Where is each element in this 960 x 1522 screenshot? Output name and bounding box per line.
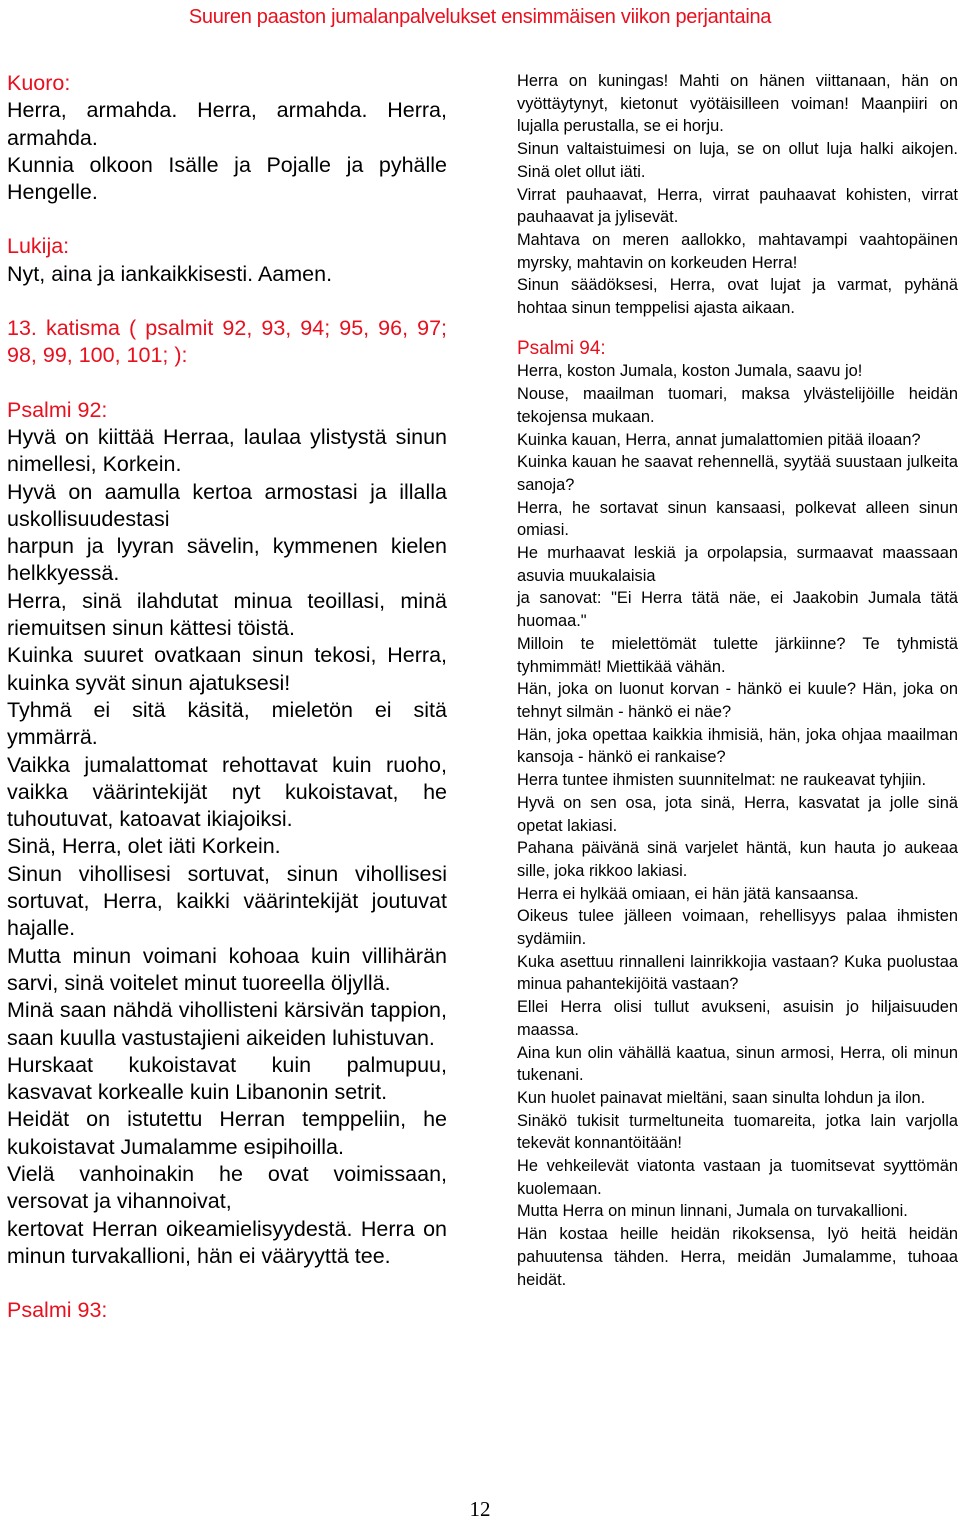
kuoro-line: Kunnia olkoon Isälle ja Pojalle ja pyhälle Hengelle. bbox=[7, 152, 447, 205]
psalm-verse: Mutta Herra on minun linnani, Jumala on turvakallioni. bbox=[517, 1202, 908, 1221]
psalm-94-heading: Psalmi 94: bbox=[517, 337, 606, 359]
psalm-verse: Aina kun olin vähällä kaatua, sinun armosi, Herra, oli minun tukenani. bbox=[517, 1043, 958, 1085]
psalm-verse: Sinä, Herra, olet iäti Korkein. bbox=[7, 834, 281, 859]
psalm-verse: Oikeus tulee jälleen voimaan, rehellisyys palaa ihmisten sydämiin. bbox=[517, 907, 958, 949]
psalm-verse: Minä saan nähdä vihollisteni kärsivän tappion, saan kuulla vastustajieni aikeiden luhistuvan. bbox=[7, 998, 447, 1050]
katisma-heading: 13. katisma ( psalmit 92, 93, 94; 95, 96, 97; 98, 99, 100, 101; ): bbox=[7, 316, 447, 368]
psalm-verse: Kun huolet painavat mieltäni, saan sinulta lohdun ja ilon. bbox=[517, 1088, 926, 1107]
kuoro-line: Herra, armahda. Herra, armahda. Herra, armahda. bbox=[7, 98, 447, 150]
page-header-title: Suuren paaston jumalanpalvelukset ensimmäisen viikon perjantaina bbox=[188, 6, 772, 28]
psalm-verse: Sinun säädöksesi, Herra, ovat lujat ja varmat, pyhänä hohtaa sinun temppelisi ajasta aikaan. bbox=[517, 276, 958, 318]
lukija-label: Lukija: bbox=[7, 234, 70, 259]
psalm-verse: Kuinka kauan, Herra, annat jumalattomien pitää iloaan? bbox=[517, 430, 921, 449]
psalm-verse: Ellei Herra olisi tullut avukseni, asuisin jo hiljaisuuden maassa. bbox=[517, 998, 958, 1039]
kuoro-label: Kuoro: bbox=[7, 71, 71, 95]
psalm-verse: Sinäkö tukisit turmeltuneita tuomareita, jotka lain varjolla tekevät konnantöitään! bbox=[517, 1111, 958, 1153]
psalm-verse: ja sanovat: "Ei Herra tätä näe, ei Jaakobin Jumala tätä huomaa." bbox=[517, 589, 958, 631]
psalm-verse: Heidät on istutettu Herran temppeliin, he kukoistavat Jumalamme esipihoilla. bbox=[7, 1107, 447, 1159]
psalm-verse: Vielä vanhoinakin he ovat voimissaan, versovat ja vihannoivat, bbox=[7, 1161, 447, 1214]
page-number: 12 bbox=[469, 1497, 491, 1521]
psalm-verse: Sinun vihollisesi sortuvat, sinun vihollisesi sortuvat, Herra, kaikki väärintekijät joutuvat hajalle. bbox=[7, 861, 447, 941]
lukija-line: Nyt, aina ja iankaikkisesti. Aamen. bbox=[7, 261, 333, 286]
psalm-verse: harpun ja lyyran sävelin, kymmenen kielen helkkyessä. bbox=[7, 534, 447, 586]
right-column bbox=[517, 70, 958, 1291]
psalm-verse: Tyhmä ei sitä käsitä, mieletön ei sitä ymmärrä. bbox=[7, 697, 447, 750]
psalm-verse: Kuinka suuret ovatkaan sinun tekosi, Herra, kuinka syvät sinun ajatuksesi! bbox=[7, 643, 447, 695]
psalm-verse: Hän, joka opettaa kaikkia ihmisiä, hän, joka ohjaa maailman kansoja - hänkö ei rankaise? bbox=[517, 725, 958, 767]
psalm-verse: Mutta minun voimani kohoaa kuin villihärän sarvi, sinä voitelet minut tuoreella öljyllä. bbox=[7, 943, 447, 995]
psalm-verse: Hyvä on sen osa, jota sinä, Herra, kasvatat ja jolle sinä opetat lakiasi. bbox=[517, 793, 958, 835]
psalm-verse: Herra ei hylkää omiaan, ei hän jätä kansaansa. bbox=[517, 884, 859, 903]
psalm-verse: kertovat Herran oikeamielisyydestä. Herra on minun turvakallioni, hän ei vääryyttä tee. bbox=[7, 1216, 447, 1268]
psalm-verse: Herra, koston Jumala, koston Jumala, saavu jo! bbox=[517, 362, 863, 381]
psalm-verse: Herra, he sortavat sinun kansaasi, polkevat alleen sinun omiasi. bbox=[517, 498, 958, 540]
left-column bbox=[7, 70, 447, 1324]
psalm-verse: Sinun valtaistuimesi on luja, se on ollut luja halki aikojen. Sinä olet ollut iäti. bbox=[517, 140, 958, 181]
psalm-93-heading: Psalmi 93: bbox=[7, 1298, 108, 1323]
psalm-verse: Vaikka jumalattomat rehottavat kuin ruoho, vaikka väärintekijät nyt kukoistavat, he tuhoutuvat, katoavat ikiajoiksi. bbox=[7, 752, 447, 832]
psalm-verse: Herra, sinä ilahdutat minua teoillasi, minä riemuitsen sinun kättesi töistä. bbox=[7, 588, 447, 641]
psalm-verse: Virrat pauhaavat, Herra, virrat pauhaavat kohisten, virrat pauhaavat ja jylisevät. bbox=[517, 185, 958, 227]
psalm-verse: Hurskaat kukoistavat kuin palmupuu, kasvavat korkealle kuin Libanonin setrit. bbox=[7, 1052, 447, 1105]
psalm-verse: He murhaavat leskiä ja orpolapsia, surmaavat maassaan asuvia muukalaisia bbox=[517, 544, 958, 585]
psalm-verse: Milloin te mielettömät tulette järkiinne? Te tyhmistä tyhmimmät! Miettikää vähän. bbox=[517, 634, 958, 676]
psalm-verse: Herra on kuningas! Mahti on hänen viittanaan, hän on vyöttäytynyt, kietonut vyötäisilleen voiman! Maanpiiri on lujalla perustalla, se ei horju. bbox=[517, 72, 958, 136]
psalm-verse: Hän, joka on luonut korvan - hänkö ei kuule? Hän, joka on tehnyt silmän - hänkö ei näe? bbox=[517, 680, 958, 721]
psalm-verse: Mahtava on meren aallokko, mahtavampi vaahtopäinen myrsky, mahtavin on korkeuden Herra! bbox=[517, 230, 958, 272]
psalm-verse: He vehkeilevät viatonta vastaan ja tuomitsevat syyttömän kuolemaan. bbox=[517, 1157, 958, 1198]
psalm-verse: Pahana päivänä sinä varjelet häntä, kun hauta jo aukeaa sille, joka rikkoo lakiasi. bbox=[517, 839, 958, 880]
psalm-verse: Kuinka kauan he saavat rehennellä, syytää suustaan julkeita sanoja? bbox=[517, 453, 958, 494]
psalm-verse: Nouse, maailman tuomari, maksa ylvästelijöille heidän tekojensa mukaan. bbox=[517, 385, 958, 426]
psalm-verse: Hyvä on aamulla kertoa armostasi ja illalla uskollisuudestasi bbox=[7, 479, 447, 531]
psalm-verse: Hän kostaa heille heidän rikoksensa, lyö heitä heidän pahuutensa tähden. Herra, meidän Jumalamme, tuhoaa heidät. bbox=[517, 1225, 958, 1289]
psalm-verse: Herra tuntee ihmisten suunnitelmat: ne raukeavat tyhjiin. bbox=[517, 771, 927, 790]
psalm-92-heading: Psalmi 92: bbox=[7, 397, 108, 422]
psalm-verse: Hyvä on kiittää Herraa, laulaa ylistystä sinun nimellesi, Korkein. bbox=[7, 424, 447, 477]
psalm-verse: Kuka asettuu rinnalleni lainrikkojia vastaan? Kuka puolustaa minua pahantekijöitä vastaan? bbox=[517, 952, 958, 994]
